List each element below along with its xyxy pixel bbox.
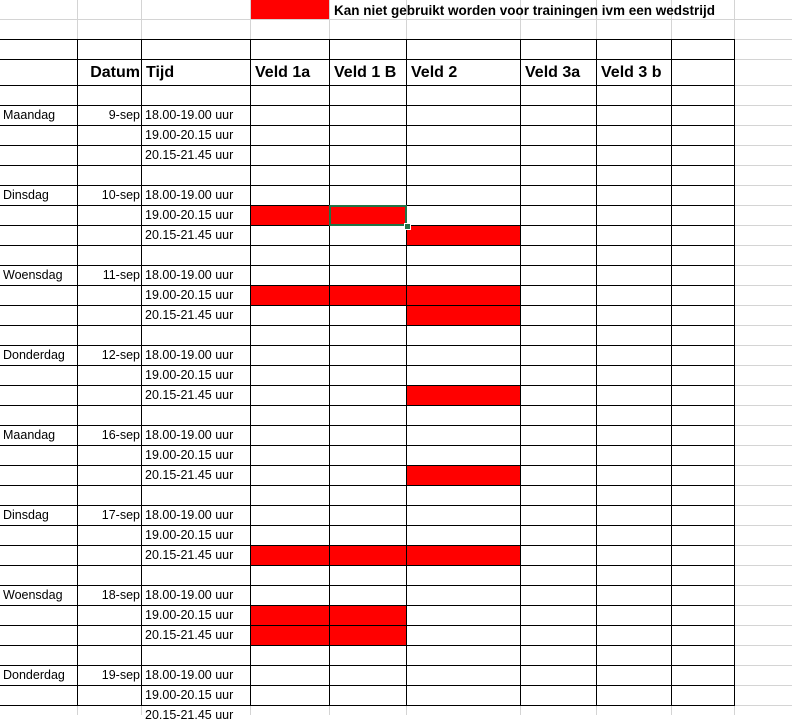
table-border-horizontal — [0, 565, 735, 566]
day-date[interactable]: 19-sep — [101, 668, 140, 682]
time-slot[interactable]: 19.00-20.15 uur — [145, 448, 234, 462]
blocked-cell[interactable] — [407, 226, 521, 246]
time-slot[interactable]: 20.15-21.45 uur — [145, 388, 234, 402]
header-field-2[interactable]: Veld 1 B — [334, 64, 397, 81]
day-date[interactable]: 17-sep — [101, 508, 140, 522]
time-slot[interactable]: 20.15-21.45 uur — [145, 148, 234, 162]
selected-cell-outline[interactable] — [329, 205, 407, 226]
time-slot[interactable]: 18.00-19.00 uur — [145, 108, 234, 122]
time-slot[interactable]: 18.00-19.00 uur — [145, 508, 234, 522]
time-slot[interactable]: 19.00-20.15 uur — [145, 688, 234, 702]
time-slot[interactable]: 18.00-19.00 uur — [145, 668, 234, 682]
blocked-cell[interactable] — [407, 546, 521, 566]
table-border-horizontal — [0, 325, 735, 326]
time-slot[interactable]: 20.15-21.45 uur — [145, 548, 234, 562]
header-datum[interactable]: Datum — [90, 64, 140, 81]
day-date[interactable]: 18-sep — [101, 588, 140, 602]
table-border-horizontal — [0, 305, 735, 306]
header-field-5[interactable]: Veld 3 b — [601, 64, 662, 81]
blocked-cell[interactable] — [330, 286, 407, 306]
table-border-horizontal — [0, 165, 735, 166]
blocked-cell[interactable] — [330, 606, 407, 626]
day-name[interactable]: Dinsdag — [3, 188, 49, 202]
blocked-cell[interactable] — [407, 466, 521, 486]
day-name[interactable]: Dinsdag — [3, 508, 49, 522]
blocked-cell[interactable] — [330, 546, 407, 566]
legend-swatch — [251, 0, 330, 20]
day-name[interactable]: Woensdag — [3, 268, 63, 282]
day-name[interactable]: Donderdag — [3, 348, 65, 362]
time-slot[interactable]: 18.00-19.00 uur — [145, 268, 234, 282]
day-name[interactable]: Woensdag — [3, 588, 63, 602]
time-slot[interactable]: 19.00-20.15 uur — [145, 208, 234, 222]
time-slot[interactable]: 19.00-20.15 uur — [145, 608, 234, 622]
time-slot[interactable]: 18.00-19.00 uur — [145, 188, 234, 202]
day-date[interactable]: 11-sep — [102, 268, 140, 282]
header-field-1[interactable]: Veld 1a — [255, 64, 311, 81]
table-border-horizontal — [0, 39, 735, 40]
blocked-cell[interactable] — [407, 306, 521, 326]
table-border-horizontal — [0, 545, 735, 546]
blocked-cell[interactable] — [251, 606, 330, 626]
table-border-horizontal — [0, 245, 735, 246]
time-slot[interactable]: 18.00-19.00 uur — [145, 428, 234, 442]
table-border-horizontal — [0, 145, 735, 146]
time-slot[interactable]: 18.00-19.00 uur — [145, 588, 234, 602]
time-slot[interactable]: 20.15-21.45 uur — [145, 308, 234, 322]
table-border-horizontal — [0, 645, 735, 646]
blocked-cell[interactable] — [251, 206, 330, 226]
legend-text: Kan niet gebruikt worden voor trainingen ivm een wedstrijd — [334, 3, 716, 18]
day-date[interactable]: 10-sep — [101, 188, 140, 202]
day-name[interactable]: Maandag — [3, 108, 56, 122]
header-field-3[interactable]: Veld 2 — [411, 64, 458, 81]
blocked-cell[interactable] — [407, 286, 521, 306]
time-slot[interactable]: 20.15-21.45 uur — [145, 628, 234, 642]
time-slot[interactable]: 18.00-19.00 uur — [145, 348, 234, 362]
table-border-horizontal — [0, 485, 735, 486]
blocked-cell[interactable] — [251, 546, 330, 566]
table-border-horizontal — [0, 385, 735, 386]
day-date[interactable]: 16-sep — [101, 428, 140, 442]
table-border-horizontal — [0, 625, 735, 626]
table-border-horizontal — [0, 405, 735, 406]
header-tijd[interactable]: Tijd — [146, 64, 175, 81]
fill-handle[interactable] — [404, 223, 411, 230]
time-slot[interactable]: 20.15-21.45 uur — [145, 708, 234, 722]
blocked-cell[interactable] — [330, 626, 407, 646]
day-date[interactable]: 12-sep — [101, 348, 140, 362]
blocked-cell[interactable] — [251, 626, 330, 646]
time-slot[interactable]: 20.15-21.45 uur — [145, 468, 234, 482]
header-field-4[interactable]: Veld 3a — [525, 64, 581, 81]
table-border-horizontal — [0, 465, 735, 466]
blocked-cell[interactable] — [251, 286, 330, 306]
time-slot[interactable]: 19.00-20.15 uur — [145, 528, 234, 542]
blocked-cell[interactable] — [407, 386, 521, 406]
time-slot[interactable]: 20.15-21.45 uur — [145, 228, 234, 242]
day-date[interactable]: 9-sep — [108, 108, 140, 122]
table-border-horizontal — [0, 705, 735, 706]
time-slot[interactable]: 19.00-20.15 uur — [145, 128, 234, 142]
day-name[interactable]: Donderdag — [3, 668, 65, 682]
time-slot[interactable]: 19.00-20.15 uur — [145, 288, 234, 302]
day-name[interactable]: Maandag — [3, 428, 56, 442]
time-slot[interactable]: 19.00-20.15 uur — [145, 368, 234, 382]
